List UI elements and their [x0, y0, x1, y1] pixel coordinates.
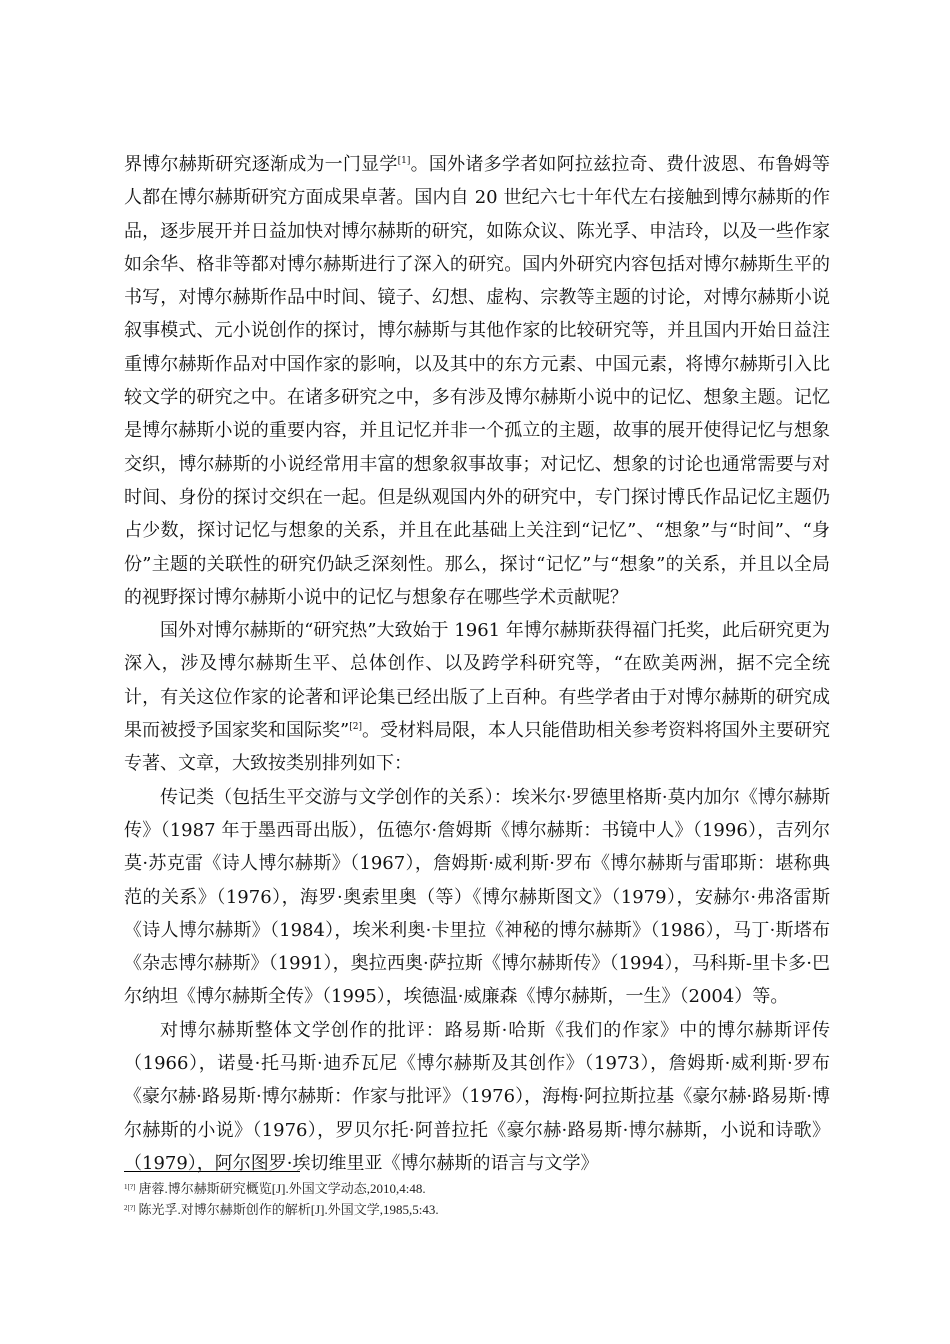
- footnote-divider: [124, 1171, 300, 1172]
- footnotes: [124, 1171, 830, 1220]
- paragraph-1-text-b: 。国外诸多学者如阿拉兹拉奇、费什波恩、布鲁姆等人都在博尔赫斯研究方面成果卓著。国内自 20 世纪六七十年代左右接触到博尔赫斯的作品，逐步展开并日益加快对博尔赫斯的研究，如陈众议、陈光孚、申洁玲，以及一些作家如余华、格非等都对博尔赫斯进行了深入的研究。国内外研究内容包括对博尔赫斯生平的书写，对博尔赫斯作品中时间、镜子、幻想、虚构、宗教等主题的讨论，对博尔赫斯小说叙事模式、元小说创作的探讨，博尔赫斯与其他作家的比较研究等，并且国内开始日益注重博尔赫斯作品对中国作家的影响，以及其中的东方元素、中国元素，将博尔赫斯引入比较文学的研究之中。在诸多研究之中，多有涉及博尔赫斯小说中的记忆、想象主题。记忆是博尔赫斯小说的重要内容，并且记忆并非一个孤立的主题，故事的展开使得记忆与想象交织，博尔赫斯的小说经常用丰富的想象叙事故事；对记忆、想象的讨论也通常需要与对时间、身份的探讨交织在一起。但是纵观国内外的研究中，专门探讨博氏作品记忆主题仍占少数，探讨记忆与想象的关系，并且在此基础上关注到“记忆”、“想象”与“时间”、“身份”主题的关联性的研究仍缺乏深刻性。那么，探讨“记忆”与“想象”的关系，并且以全局的视野探讨博尔赫斯小说中的记忆与想象存在哪些学术贡献呢？: [124, 154, 831, 608]
- footnote-1-text: 唐蓉.博尔赫斯研究概览[J].外国文学动态,2010,4:48.: [135, 1181, 426, 1196]
- footnote-1-mark: 1[?]: [124, 1183, 136, 1191]
- footnote-2-mark: 2[?]: [124, 1204, 136, 1212]
- footnote-2: [124, 1199, 830, 1220]
- paragraph-2: [124, 614, 830, 780]
- citation-1[interactable]: [1]: [397, 156, 411, 166]
- footnote-2-text: 陈光孚.对博尔赫斯创作的解析[J].外国文学,1985,5:43.: [135, 1202, 439, 1217]
- paragraph-1-text-a: 界博尔赫斯研究逐渐成为一门显学: [124, 154, 398, 175]
- paragraph-1: [124, 148, 830, 614]
- paragraph-4: 对博尔赫斯整体文学创作的批评：路易斯·哈斯《我们的作家》中的博尔赫斯评传（1966），诺曼·托马斯·迪乔瓦尼《博尔赫斯及其创作》（1973），詹姆斯·威利斯·罗布《豪尔赫·路易斯·博尔赫斯：作家与批评》（1976），海梅·阿拉斯拉基《豪尔赫·路易斯·博尔赫斯的小说》（1976），罗贝尔托·阿普拉托《豪尔赫·路易斯·博尔赫斯，小说和诗歌》（1979），阿尔图罗·埃切维里亚《博尔赫斯的语言与文学》: [124, 1019, 830, 1174]
- main-text: [124, 148, 830, 1180]
- footnote-1: [124, 1178, 830, 1199]
- paragraph-2-text-a: 国外对博尔赫斯的“研究热”大致始于 1961 年博尔赫斯获得福门托奖，此后研究更为深入，涉及博尔赫斯生平、总体创作、以及跨学科研究等，“在欧美两洲，据不完全统计，有关这位作家的论著和评论集已经出版了上百种。有些学者由于对博尔赫斯的研究成果而被授予国家奖和国际奖”: [124, 620, 830, 742]
- paragraph-2-text-b: 。受材料局限，本人只能借助相关参考资料将国外主要研究专著、文章，大致按类别排列如下：: [124, 720, 830, 775]
- citation-2[interactable]: [2]: [349, 722, 362, 733]
- paragraph-3: 传记类（包括生平交游与文学创作的关系）：埃米尔·罗德里格斯·莫内加尔《博尔赫斯传》（1987 年于墨西哥出版），伍德尔·詹姆斯《博尔赫斯：书镜中人》（1996），吉列尔莫·苏克雷《诗人博尔赫斯》（1967），詹姆斯·威利斯·罗布《博尔赫斯与雷耶斯：堪称典范的关系》（1976），海罗·奥索里奥（等）《博尔赫斯图文》（1979），安赫尔·弗洛雷斯《诗人博尔赫斯》（1984），埃米利奥·卡里拉《神秘的博尔赫斯》（1986），马丁·斯塔布《杂志博尔赫斯》（1991），奥拉西奥·萨拉斯《博尔赫斯传》（1994），马科斯-里卡多·巴尔纳坦《博尔赫斯全传》（1995），埃德温·威廉森《博尔赫斯，一生》（2004）等。: [124, 786, 830, 1008]
